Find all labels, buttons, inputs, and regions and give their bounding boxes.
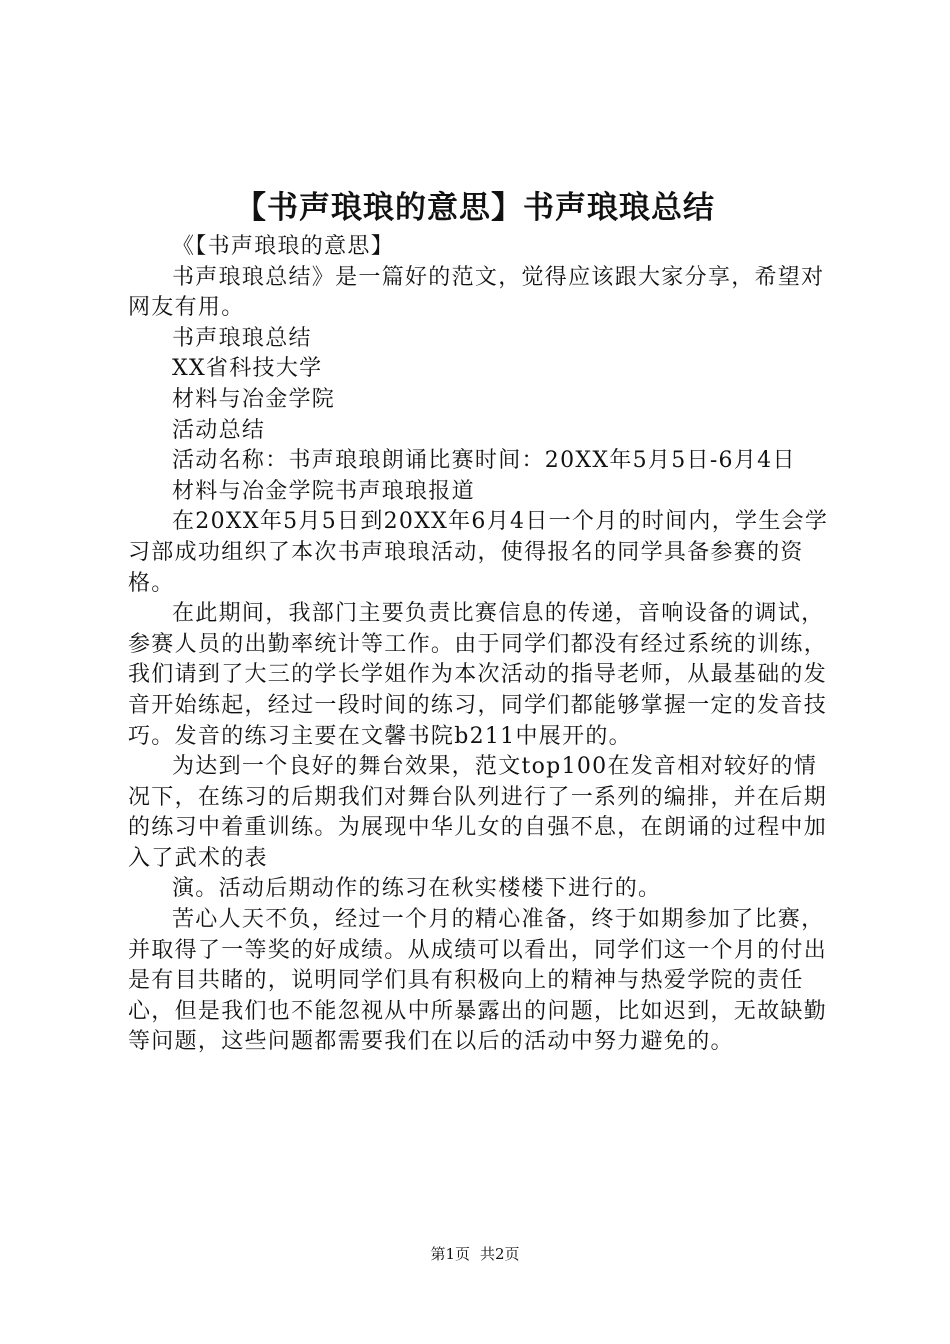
paragraph: 在20XX年5月5日到20XX年6月4日一个月的时间内，学生会学习部成功组织了本次书声琅琅活动，使得报名的同学具备参赛的资格。 [128, 509, 829, 596]
page-number-total: 共2页 [480, 1245, 520, 1263]
paragraph: 为达到一个良好的舞台效果，范文top100在发音相对较好的情况下，在练习的后期我们对舞台队列进行了一系列的编排，并在后期的练习中着重训练。为展现中华儿女的自强不息，在朗诵的过程中加入了武术的表 [128, 754, 828, 871]
paragraph: XX省科技大学 [172, 356, 323, 382]
document-body [128, 232, 838, 1058]
paragraph: 在此期间，我部门主要负责比赛信息的传递，音响设备的调试，参赛人员的出勤率统计等工作。由于同学们都没有经过系统的训练，我们请到了大三的学长学姐作为本次活动的指导老师，从最基础的发音开始练起，经过一段时间的练习，同学们都能够掌握一定的发音技巧。发音的练习主要在文馨书院b211中展开的。 [128, 601, 828, 749]
document-title: 【书声琅琅的意思】书声琅琅总结 [235, 190, 715, 226]
paragraph: 材料与冶金学院书声琅琅报道 [172, 478, 475, 504]
paragraph: 材料与冶金学院 [172, 386, 336, 412]
paragraph: 演。活动后期动作的练习在秋实楼楼下进行的。 [172, 876, 662, 902]
paragraph: 书声琅琅总结》是一篇好的范文，觉得应该跟大家分享，希望对网友有用。 [128, 264, 825, 321]
paragraph: 活动名称：书声琅琅朗诵比赛时间：20XX年5月5日-6月4日 [172, 448, 796, 474]
page-footer [0, 1243, 950, 1265]
paragraph: 苦心人天不负，经过一个月的精心准备，终于如期参加了比赛，并取得了一等奖的好成绩。从成绩可以看出，同学们这一个月的付出是有目共睹的，说明同学们具有积极向上的精神与热爱学院的责任心，但是我们也不能忽视从中所暴露出的问题，比如迟到，无故缺勤等问题，这些问题都需要我们在以后的活动中努力避免的。 [128, 907, 828, 1055]
paragraph: 活动总结 [172, 417, 266, 443]
page-number-current: 第1页 [430, 1245, 470, 1263]
paragraph: 《【书声琅琅的意思】 [172, 234, 395, 259]
paragraph: 书声琅琅总结 [172, 325, 312, 351]
